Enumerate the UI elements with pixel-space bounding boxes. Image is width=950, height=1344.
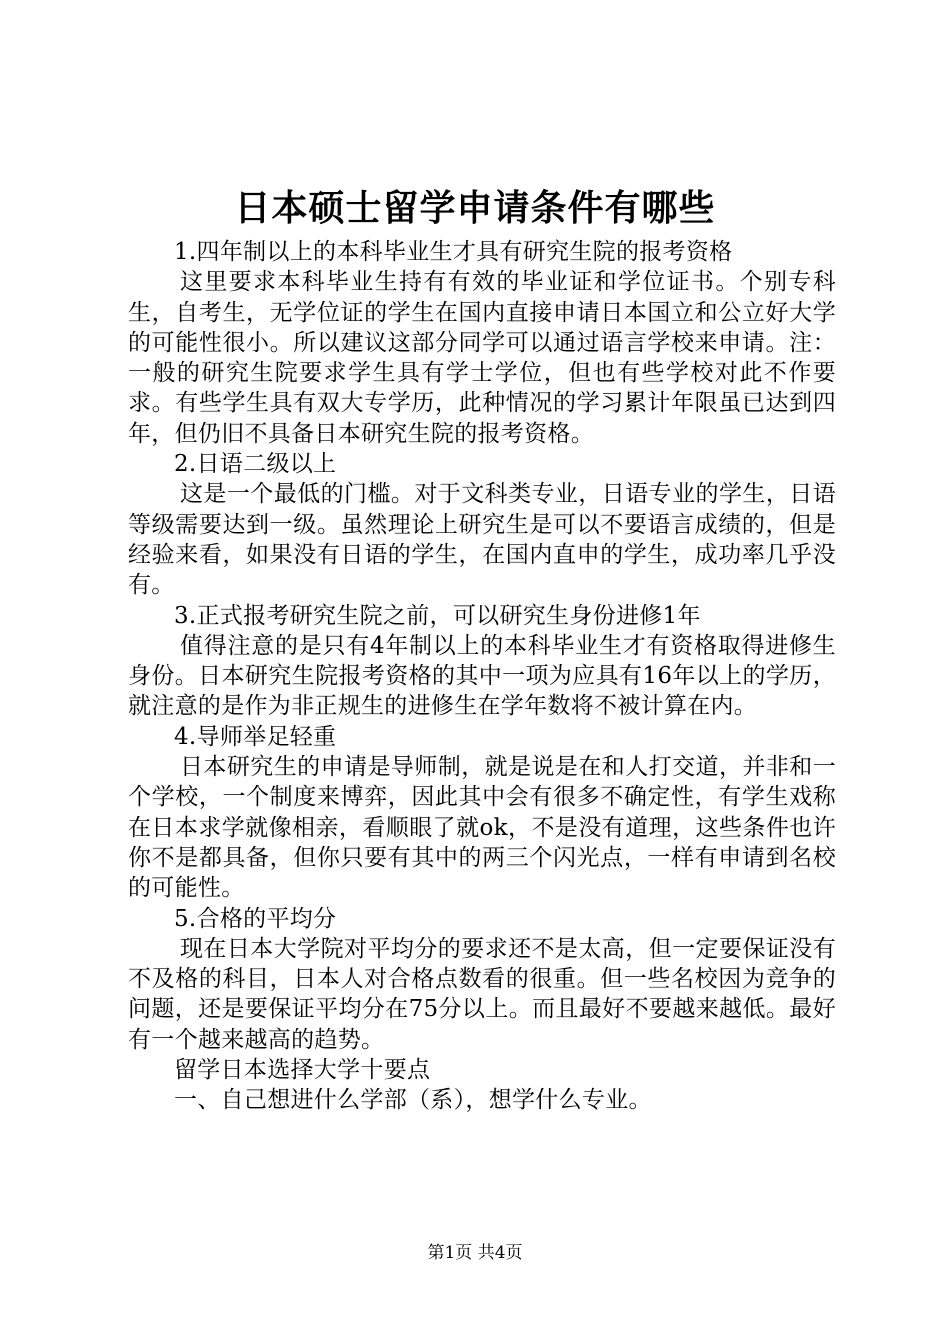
paragraph-5: 现在日本大学院对平均分的要求还不是太高，但一定要保证没有不及格的科目，日本人对合格点数看的很重。但一些名校因为竞争的问题，还是要保证平均分在75分以上。而且最好不要越来越低。最好有一个越来越高的趋势。 — [128, 935, 836, 1053]
page-footer: 第1页 共4页 — [427, 1243, 523, 1263]
heading-3: 3.正式报考研究生院之前，可以研究生身份进修1年 — [174, 602, 701, 629]
paragraph-2: 这是一个最低的门槛。对于文科类专业，日语专业的学生，日语等级需要达到一级。虽然理论上研究生是可以不要语言成绩的，但是经验来看，如果没有日语的学生，在国内直申的学生，成功率几乎没有。 — [128, 481, 836, 599]
heading-2: 2.日语二级以上 — [174, 451, 337, 478]
list-item: 一、自己想进什么学部（系），想学什么专业。 — [174, 1087, 652, 1114]
document-body — [128, 237, 836, 1116]
paragraph-4: 日本研究生的申请是导师制，就是说是在和人打交道，并非和一个学校，一个制度来博弈，因此其中会有很多不确定性，有学生戏称在日本求学就像相亲，看顺眼了就ok，不是没有道理，这些条件也许你不是都具备，但你只要有其中的两三个闪光点，一样有申请到名校的可能性。 — [128, 754, 836, 902]
heading-5: 5.合格的平均分 — [174, 905, 337, 932]
heading-4: 4.导师举足轻重 — [174, 723, 337, 750]
page-title: 日本硕士留学申请条件有哪些 — [234, 187, 716, 229]
heading-1: 1.四年制以上的本科毕业生才具有研究生院的报考资格 — [174, 239, 733, 265]
section-heading: 留学日本选择大学十要点 — [174, 1057, 431, 1084]
paragraph-1: 这里要求本科毕业生持有有效的毕业证和学位证书。个别专科生，自考生，无学位证的学生在国内直接申请日本国立和公立好大学的可能性很小。所以建议这部分同学可以通过语言学校来申请。注：一般的研究生院要求学生具有学士学位，但也有些学校对此不作要求。有些学生具有双大专学历，此种情况的学习累计年限虽已达到四年，但仍旧不具备日本研究生院的报考资格。 — [128, 269, 836, 447]
paragraph-3: 值得注意的是只有4年制以上的本科毕业生才有资格取得进修生身份。日本研究生院报考资格的其中一项为应具有16年以上的学历，就注意的是作为非正规生的进修生在学年数将不被计算在内。 — [128, 632, 836, 720]
